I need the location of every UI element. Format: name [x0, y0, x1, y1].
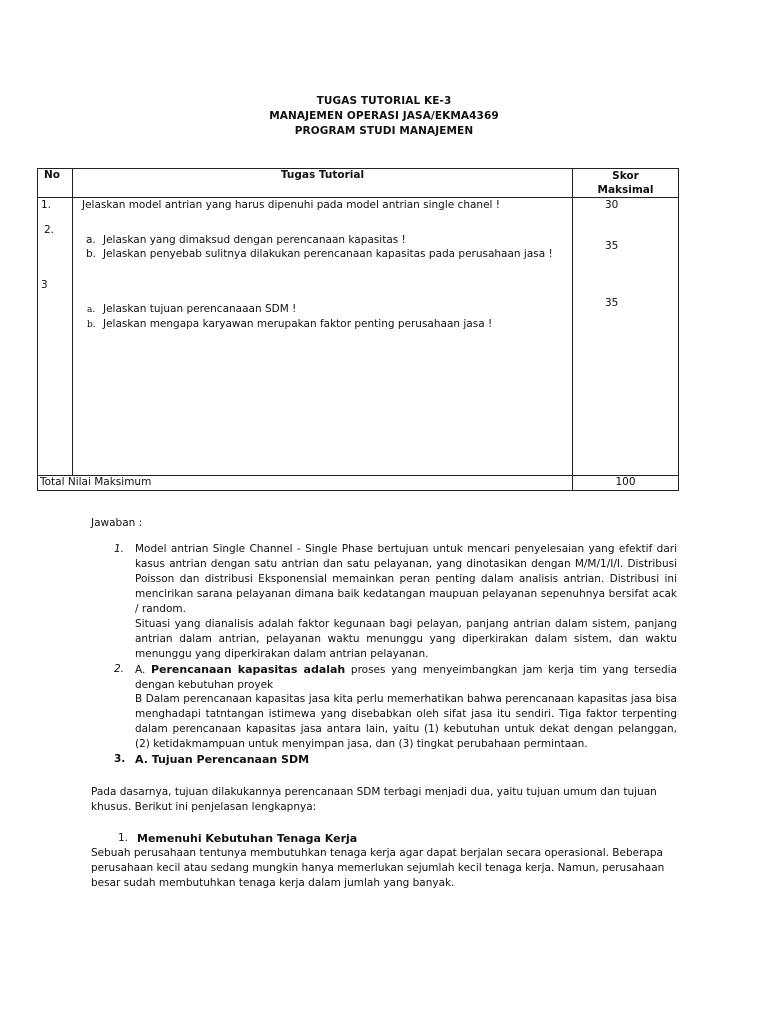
answer-1-paragraph: Model antrian Single Channel - Single Phase bertujuan untuk mencari penyelesaian yang efektif dari kasus antrian dengan satu antrian dan satu pelayanan, yang dinotasikan dengan M/M/1/I/I. Distribusi Poisson dan distribusi Eksponensial memainkan peran penting dalam analisis antrian. Distribusi ini mencirikan sarana pelayanan dimana baik kedatangan maupuan pelayanan sepenuhnya bersifat acak / random. [135, 543, 677, 615]
task-2a-marker: a. [86, 234, 96, 246]
row-number: 3 [41, 279, 48, 291]
tasks-cell [73, 198, 573, 476]
task-2a-text: Jelaskan yang dimaksud dengan perencanaan kapasitas ! [103, 234, 406, 246]
total-value: 100 [573, 476, 679, 491]
total-label: Total Nilai Maksimum [38, 476, 573, 491]
table-body-row [38, 198, 679, 476]
score-2: 35 [605, 240, 619, 252]
answer-1-paragraph-2: Situasi yang dianalisis adalah faktor kegunaan bagi pelayan, panjang antrian dalam sistem, panjang antrian dalam antrian, pelayanan waktu menunggu yang diperkirakan dalam sistem, dan waktu menunggu yang diperkirakan dalam antrian pelayanan. [135, 618, 677, 660]
task-1-text: Jelaskan model antrian yang harus dipenuhi pada model antrian single chanel ! [82, 199, 501, 211]
task-2b-marker: b. [86, 248, 97, 260]
header-program: PROGRAM STUDI MANAJEMEN [294, 125, 474, 137]
answer-1-number: 1. [114, 543, 125, 555]
col-no-header: No [38, 169, 73, 198]
answer-2a-paragraph [135, 662, 677, 693]
task-3b-text: Jelaskan mengapa karyawan merupakan faktor penting perusahaan jasa ! [103, 318, 493, 330]
sdm-intro-paragraph: Pada dasarnya, tujuan dilakukannya perencanaan SDM terbagi menjadi dua, yaitu tujuan umum dan tujuan khusus. Berikut ini penjelasan lengkapnya: [91, 786, 657, 813]
no-cell [38, 198, 73, 476]
task-3b-marker: b. [87, 320, 96, 330]
tutorial-task-table [37, 168, 679, 491]
col-score-header: Skor Maksimal [573, 169, 679, 198]
table-header-row [38, 169, 679, 198]
answer-2a-term: Perencanaan kapasitas adalah [150, 663, 346, 676]
answer-2b-paragraph: B Dalam perencanaan kapasitas jasa kita perlu memerhatikan bahwa perencanaan kapasitas jasa bisa menghadapi tatntangan istimewa yang disebabkan oleh sifat jasa itu sendiri. Tiga faktor terpenting dalam perencanaan kapasitas jasa antara lain, yaitu (1) kebutuhan untuk dekat dengan pelanggan, (2) ketidakmampuan untuk menyimpan jasa, dan (3) tingkat perubahaan permintaan. [135, 693, 677, 750]
header-title: TUGAS TUTORIAL KE-3 [316, 95, 452, 107]
row-number: 1. [41, 199, 52, 211]
score-cell [573, 198, 679, 476]
row-number: 2. [44, 224, 55, 236]
task-3a-marker: a. [87, 305, 96, 315]
score-1: 30 [605, 199, 619, 211]
answer-2-number: 2. [114, 663, 125, 675]
sub-1-number: 1. [118, 832, 129, 844]
answer-2a-rest: proses yang menyeimbangkan jam kerja tim yang tersedia dengan kebutuhan proyek [135, 664, 677, 691]
answer-label: Jawaban : [91, 517, 143, 529]
header-course: MANAJEMEN OPERASI JASA/EKMA4369 [269, 110, 499, 122]
total-row [38, 476, 679, 491]
score-3: 35 [605, 297, 619, 309]
sub-1-title: Memenuhi Kebutuhan Tenaga Kerja [137, 832, 358, 845]
col-task-header: Tugas Tutorial [73, 169, 573, 198]
document-header [0, 94, 768, 139]
sub-1-text: Sebuah perusahaan tentunya membutuhkan tenaga kerja agar dapat berjalan secara operasional. Beberapa perusahaan kecil atau sedang mungkin hanya memerlukan sejumlah kecil tenaga kerja. Namun, perusahaan besar sudah membutuhkan tenaga kerja dalam jumlah yang banyak. [91, 847, 665, 889]
task-3a-text: Jelaskan tujuan perencanaaan SDM ! [103, 303, 297, 315]
answer-3-title: A. Tujuan Perencanaan SDM [135, 753, 310, 766]
answer-2a-prefix: A. [135, 664, 151, 676]
task-2b-text: Jelaskan penyebab sulitnya dilakukan perencanaan kapasitas pada perusahaan jasa ! [103, 248, 553, 260]
answer-3-number: 3. [114, 753, 126, 765]
